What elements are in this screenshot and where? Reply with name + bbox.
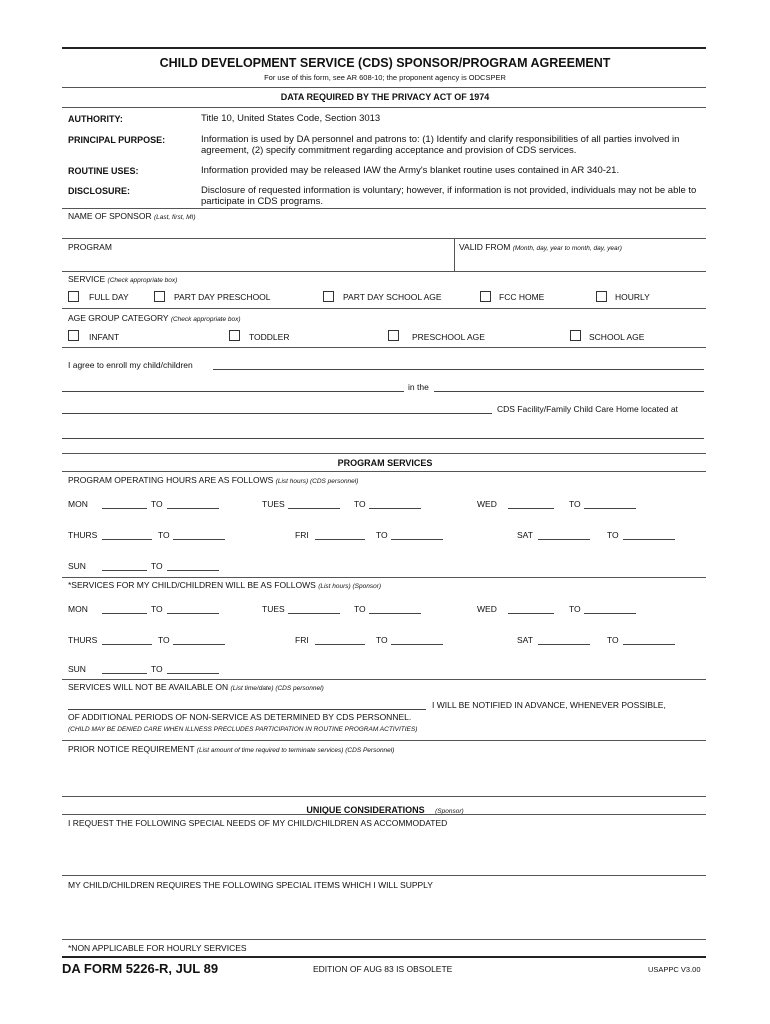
bottom-rule bbox=[62, 956, 706, 958]
denied-note: (CHILD MAY BE DENIED CARE WHEN ILLNESS PRECLUDES PARTICIPATION IN ROUTINE PROGRAM ACTIVITIES) bbox=[68, 726, 418, 733]
enroll-program-field[interactable] bbox=[62, 391, 404, 392]
sponsor-fri-from-field[interactable] bbox=[315, 644, 365, 645]
operating-sun-label: SUN bbox=[68, 561, 86, 571]
enroll-label: I agree to enroll my child/children bbox=[68, 360, 193, 370]
operating-tues-to-label: TO bbox=[354, 499, 366, 509]
program-field[interactable] bbox=[64, 254, 452, 268]
operating-sat-label: SAT bbox=[517, 530, 533, 540]
divider bbox=[62, 453, 706, 454]
disclosure-label: DISCLOSURE: bbox=[68, 186, 131, 196]
sponsor-mon-from-field[interactable] bbox=[102, 613, 147, 614]
part-day-school-age-label: PART DAY SCHOOL AGE bbox=[343, 292, 442, 302]
sponsor-label: NAME OF SPONSOR (Last, first, MI) bbox=[68, 211, 196, 221]
sponsor-mon-label: MON bbox=[68, 604, 88, 614]
sponsor-tues-from-field[interactable] bbox=[288, 613, 340, 614]
fcc-home-checkbox[interactable] bbox=[480, 291, 491, 302]
divider bbox=[62, 796, 706, 797]
enroll-child-field[interactable] bbox=[213, 369, 704, 370]
sponsor-fri-label: FRI bbox=[295, 635, 309, 645]
in-the-label: in the bbox=[408, 382, 429, 392]
toddler-label: TODDLER bbox=[249, 332, 290, 342]
sponsor-sun-to-label: TO bbox=[151, 664, 163, 674]
operating-fri-label: FRI bbox=[295, 530, 309, 540]
divider bbox=[62, 875, 706, 876]
routine-uses-text: Information provided may be released IAW the Army's blanket routine uses contained in AR 340-21. bbox=[201, 165, 620, 176]
fcc-home-label: FCC HOME bbox=[499, 292, 545, 302]
operating-tues-label: TUES bbox=[262, 499, 285, 509]
infant-checkbox[interactable] bbox=[68, 330, 79, 341]
sponsor-thurs-to-label: TO bbox=[158, 635, 170, 645]
divider bbox=[62, 107, 706, 108]
divider bbox=[62, 814, 706, 815]
operating-mon-label: MON bbox=[68, 499, 88, 509]
prior-notice-label: PRIOR NOTICE REQUIREMENT (List amount of time required to terminate services) (CDS Personnel) bbox=[68, 744, 395, 754]
top-rule bbox=[62, 47, 706, 49]
operating-thurs-label: THURS bbox=[68, 530, 98, 540]
authority-label: AUTHORITY: bbox=[68, 114, 123, 124]
sponsor-sat-label: SAT bbox=[517, 635, 533, 645]
services-label: *SERVICES FOR MY CHILD/CHILDREN WILL BE AS FOLLOWS (List hours) (Sponsor) bbox=[68, 580, 382, 590]
special-items-field[interactable] bbox=[64, 893, 704, 935]
principal-purpose-text: Information is used by DA personnel and patrons to: (1) Identify and clarify responsibilities of all parties involved in agreement, (2) specify commitment regarding acceptance and provision of CDS services. bbox=[201, 134, 680, 156]
divider bbox=[62, 208, 706, 209]
sponsor-tues-to-field[interactable] bbox=[369, 613, 421, 614]
privacy-heading: DATA REQUIRED BY THE PRIVACY ACT OF 1974 bbox=[280, 92, 490, 102]
additional-periods-text: OF ADDITIONAL PERIODS OF NON-SERVICE AS DETERMINED BY CDS PERSONNEL. bbox=[68, 712, 412, 722]
facility-field[interactable] bbox=[62, 413, 492, 414]
sponsor-name-field[interactable] bbox=[64, 222, 704, 236]
divider bbox=[62, 939, 706, 940]
operating-sat-to-label: TO bbox=[607, 530, 619, 540]
not-available-field[interactable] bbox=[68, 709, 426, 710]
facility-label: CDS Facility/Family Child Care Home located at bbox=[497, 404, 678, 414]
operating-tues-to-field[interactable] bbox=[369, 508, 421, 509]
operating-mon-to-label: TO bbox=[151, 499, 163, 509]
sponsor-thurs-label: THURS bbox=[68, 635, 98, 645]
infant-label: INFANT bbox=[89, 332, 120, 342]
full-day-label: FULL DAY bbox=[89, 292, 129, 302]
school-age-checkbox[interactable] bbox=[570, 330, 581, 341]
operating-sat-to-field[interactable] bbox=[623, 539, 675, 540]
sponsor-wed-label: WED bbox=[477, 604, 497, 614]
divider bbox=[62, 87, 706, 88]
operating-wed-label: WED bbox=[477, 499, 497, 509]
full-day-checkbox[interactable] bbox=[68, 291, 79, 302]
sponsor-wed-to-field[interactable] bbox=[584, 613, 636, 614]
version-label: USAPPC V3.00 bbox=[648, 965, 701, 974]
valid-from-label: VALID FROM (Month, day, year to month, day, year) bbox=[459, 242, 622, 252]
operating-sun-from-field[interactable] bbox=[102, 570, 147, 571]
special-items-label: MY CHILD/CHILDREN REQUIRES THE FOLLOWING SPECIAL ITEMS WHICH I WILL SUPPLY bbox=[68, 880, 433, 890]
hourly-label: HOURLY bbox=[615, 292, 650, 302]
service-label: SERVICE (Check appropriate box) bbox=[68, 274, 178, 284]
unique-heading-row: UNIQUE CONSIDERATIONS (Sponsor) bbox=[306, 805, 464, 815]
operating-sun-to-field[interactable] bbox=[167, 570, 219, 571]
operating-fri-to-label: TO bbox=[376, 530, 388, 540]
age-group-label: AGE GROUP CATEGORY (Check appropriate box) bbox=[68, 313, 241, 323]
divider bbox=[62, 679, 706, 680]
principal-purpose-label: PRINCIPAL PURPOSE: bbox=[68, 135, 166, 145]
operating-mon-to-field[interactable] bbox=[167, 508, 219, 509]
part-day-preschool-label: PART DAY PRESCHOOL bbox=[174, 292, 271, 302]
operating-tues-from-field[interactable] bbox=[288, 508, 340, 509]
notified-text: I WILL BE NOTIFIED IN ADVANCE, WHENEVER POSSIBLE, bbox=[432, 700, 666, 710]
non-applicable-note: *NON APPLICABLE FOR HOURLY SERVICES bbox=[68, 943, 247, 953]
operating-wed-from-field[interactable] bbox=[508, 508, 554, 509]
divider bbox=[62, 471, 706, 472]
sponsor-thurs-from-field[interactable] bbox=[102, 644, 152, 645]
sponsor-sat-from-field[interactable] bbox=[538, 644, 590, 645]
operating-sun-to-label: TO bbox=[151, 561, 163, 571]
toddler-checkbox[interactable] bbox=[229, 330, 240, 341]
hourly-checkbox[interactable] bbox=[596, 291, 607, 302]
not-available-label: SERVICES WILL NOT BE AVAILABLE ON (List time/date) (CDS personnel) bbox=[68, 682, 324, 692]
divider bbox=[62, 347, 706, 348]
operating-hours-label: PROGRAM OPERATING HOURS ARE AS FOLLOWS (List hours) (CDS personnel) bbox=[68, 475, 359, 485]
preschool-age-checkbox[interactable] bbox=[388, 330, 399, 341]
operating-fri-from-field[interactable] bbox=[315, 539, 365, 540]
sponsor-sat-to-field[interactable] bbox=[623, 644, 675, 645]
operating-mon-from-field[interactable] bbox=[102, 508, 147, 509]
sponsor-fri-to-label: TO bbox=[376, 635, 388, 645]
sponsor-wed-to-label: TO bbox=[569, 604, 581, 614]
operating-thurs-from-field[interactable] bbox=[102, 539, 152, 540]
program-services-heading: PROGRAM SERVICES bbox=[337, 458, 433, 468]
preschool-age-label: PRESCHOOL AGE bbox=[412, 332, 485, 342]
form-title: CHILD DEVELOPMENT SERVICE (CDS) SPONSOR/PROGRAM AGREEMENT bbox=[159, 56, 611, 70]
divider bbox=[62, 238, 706, 239]
divider bbox=[62, 740, 706, 741]
divider bbox=[62, 271, 706, 272]
sponsor-fri-to-field[interactable] bbox=[391, 644, 443, 645]
operating-sat-from-field[interactable] bbox=[538, 539, 590, 540]
sponsor-sun-from-field[interactable] bbox=[102, 673, 147, 674]
operating-wed-to-label: TO bbox=[569, 499, 581, 509]
program-label: PROGRAM bbox=[68, 242, 112, 252]
divider bbox=[62, 577, 706, 578]
sponsor-sun-label: SUN bbox=[68, 664, 86, 674]
operating-thurs-to-field[interactable] bbox=[173, 539, 225, 540]
form-subtitle: For use of this form, see AR 608-10; the proponent agency is ODCSPER bbox=[264, 73, 506, 82]
disclosure-text: Disclosure of requested information is voluntary; however, if information is not provided, individuals may not be able to participate in CDS programs. bbox=[201, 185, 697, 207]
edition-note: EDITION OF AUG 83 IS OBSOLETE bbox=[313, 964, 453, 974]
sponsor-thurs-to-field[interactable] bbox=[173, 644, 225, 645]
sponsor-sat-to-label: TO bbox=[607, 635, 619, 645]
operating-thurs-to-label: TO bbox=[158, 530, 170, 540]
enroll-location-field[interactable] bbox=[434, 391, 704, 392]
address-field[interactable] bbox=[62, 438, 704, 439]
authority-text: Title 10, United States Code, Section 3013 bbox=[201, 113, 381, 124]
operating-wed-to-field[interactable] bbox=[584, 508, 636, 509]
divider bbox=[454, 238, 455, 271]
sponsor-mon-to-field[interactable] bbox=[167, 613, 219, 614]
sponsor-tues-label: TUES bbox=[262, 604, 285, 614]
sponsor-wed-from-field[interactable] bbox=[508, 613, 554, 614]
form-number: DA FORM 5226-R, JUL 89 bbox=[62, 961, 219, 976]
valid-from-field[interactable] bbox=[458, 254, 704, 268]
divider bbox=[62, 308, 706, 309]
sponsor-mon-to-label: TO bbox=[151, 604, 163, 614]
part-day-school-age-checkbox[interactable] bbox=[323, 291, 334, 302]
sponsor-sun-to-field[interactable] bbox=[167, 673, 219, 674]
school-age-label: SCHOOL AGE bbox=[589, 332, 645, 342]
special-needs-field[interactable] bbox=[64, 831, 704, 871]
operating-fri-to-field[interactable] bbox=[391, 539, 443, 540]
part-day-preschool-checkbox[interactable] bbox=[154, 291, 165, 302]
sponsor-tues-to-label: TO bbox=[354, 604, 366, 614]
special-needs-label: I REQUEST THE FOLLOWING SPECIAL NEEDS OF MY CHILD/CHILDREN AS ACCOMMODATED bbox=[68, 818, 448, 828]
prior-notice-field[interactable] bbox=[64, 757, 704, 793]
routine-uses-label: ROUTINE USES: bbox=[68, 166, 139, 176]
